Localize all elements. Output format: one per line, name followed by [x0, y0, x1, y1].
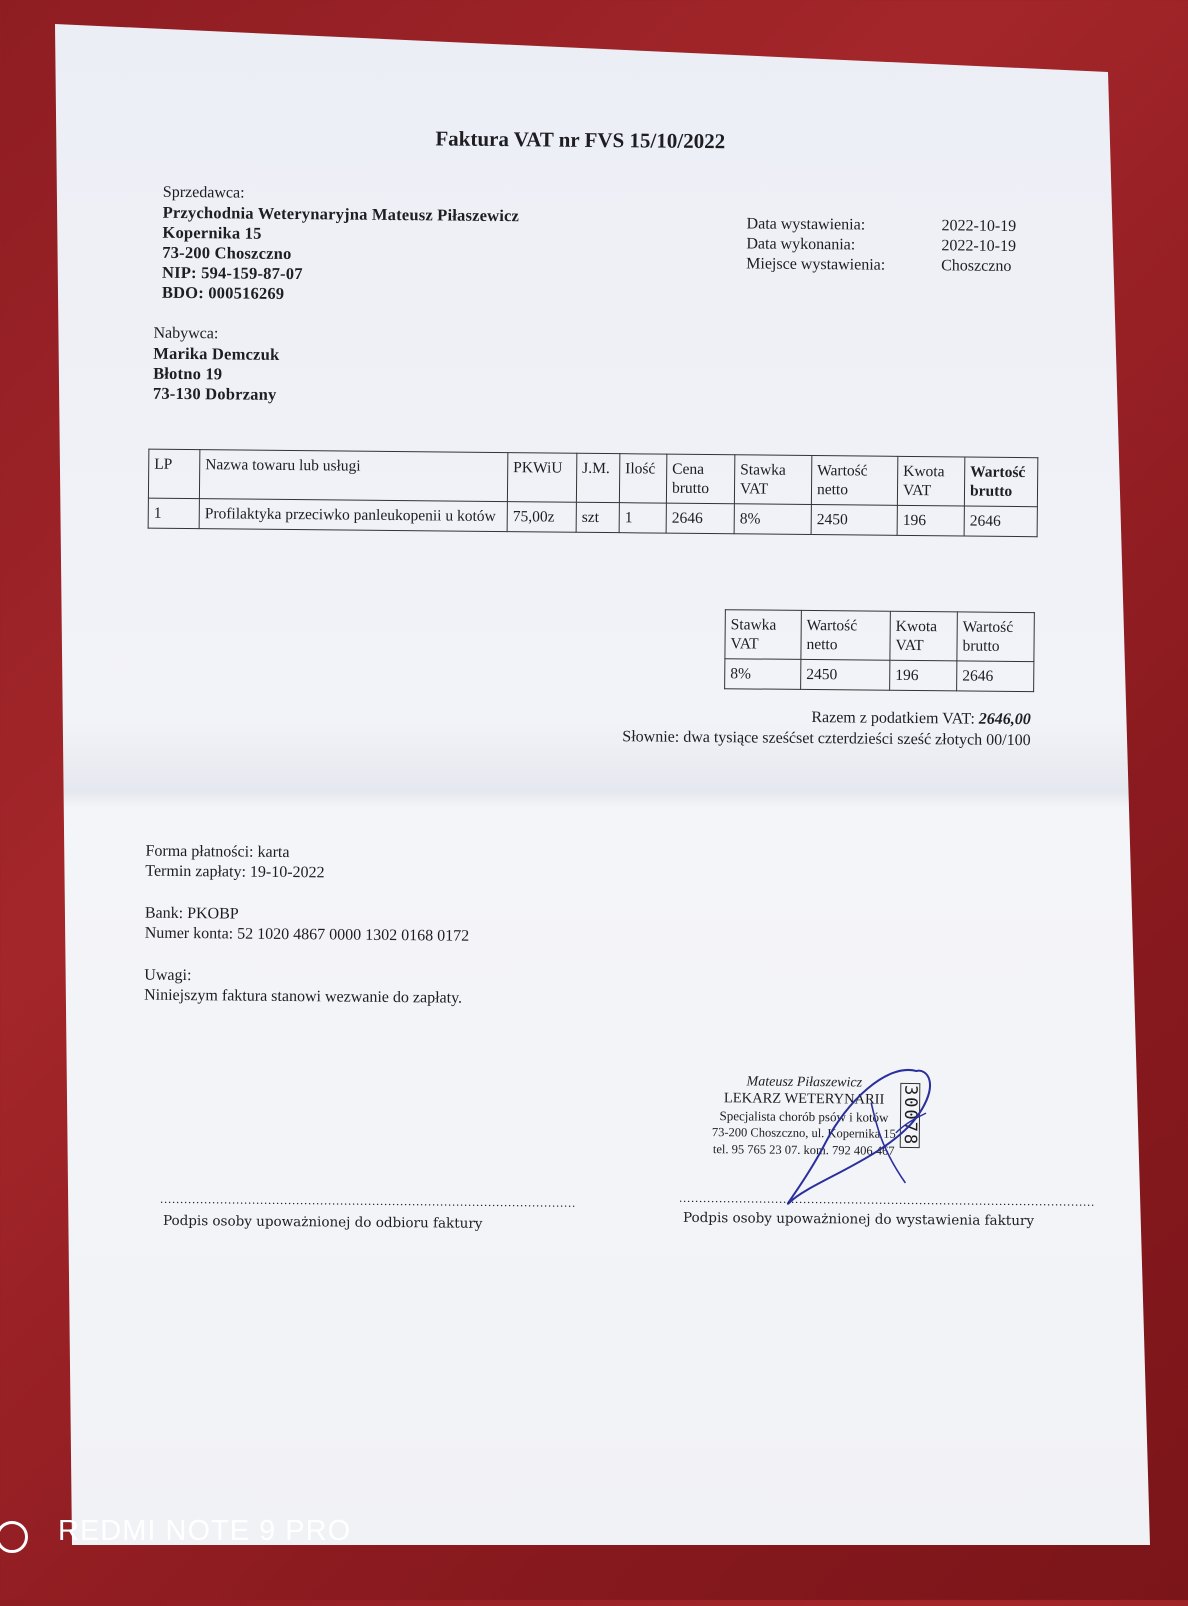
- vat-summary-header: [725, 610, 1034, 662]
- vat-col-rate: Stawka VAT: [725, 610, 801, 660]
- items-table: [148, 449, 1039, 538]
- amount-in-words: Słownie: dwa tysiące sześćset czterdzieści sześć złotych 00/100: [622, 728, 1031, 750]
- buyer-city: 73-130 Dobrzany: [152, 383, 277, 404]
- col-name: Nazwa towaru lub usługi: [199, 450, 507, 502]
- stamp-title: LEKARZ WETERYNARII: [723, 1090, 885, 1108]
- col-lp: LP: [148, 449, 199, 498]
- signature-caption-left: Podpis osoby upoważnionej do odbioru faktury: [162, 1212, 483, 1232]
- bank-account: Numer konta: 52 1020 4867 0000 1302 0168 0172: [144, 924, 470, 945]
- cell-gross-value: 2646: [964, 506, 1037, 537]
- payment-method: Forma płatności: karta: [145, 842, 290, 862]
- completion-date-label: Data wykonania:: [746, 235, 856, 254]
- seller-name: Przychodnia Weterynaryjna Mateusz Piłaszewicz: [162, 202, 520, 226]
- cell-lp: 1: [148, 498, 199, 528]
- signature-caption-right: Podpis osoby upoważnionej do wystawienia faktury: [682, 1209, 1035, 1230]
- invoice-meta: [746, 214, 1016, 277]
- seller-city: 73-200 Choszczno: [162, 242, 292, 264]
- seller-label: Sprzedawca:: [162, 183, 245, 202]
- vat-col-amount: Kwota VAT: [890, 611, 957, 661]
- cell-pkwiu: 75,00z: [507, 502, 576, 533]
- vat-cell-amount: 196: [890, 660, 957, 691]
- stamp-number: 30078: [899, 1084, 921, 1147]
- totals-block: [622, 705, 1031, 751]
- col-unit: J.M.: [576, 453, 619, 502]
- buyer-street: Błotno 19: [153, 363, 223, 384]
- payment-due: Termin zapłaty: 19-10-2022: [145, 862, 325, 882]
- meta-completion-date: [746, 234, 1016, 257]
- seller-nip: NIP: 594-159-87-07: [161, 262, 303, 284]
- bank-name: Bank: PKOBP: [144, 904, 239, 923]
- stamp-specialty: Specjalista chorób psów i kotów: [719, 1108, 889, 1125]
- col-vat-amount: Kwota VAT: [897, 456, 964, 506]
- vat-summary-table: [724, 609, 1035, 692]
- vat-cell-rate: 8%: [725, 659, 801, 690]
- signature-line-left: ........................................................................................................: [160, 1191, 577, 1210]
- cell-gross-price: 2646: [666, 503, 734, 534]
- col-pkwiu: PKWiU: [507, 453, 576, 503]
- camera-watermark: [58, 1515, 351, 1548]
- table-row: [725, 659, 1034, 692]
- invoice-title: Faktura VAT nr FVS 15/10/2022: [435, 126, 726, 154]
- col-net-value: Wartość netto: [811, 456, 897, 506]
- cell-net-value: 2450: [811, 505, 897, 536]
- vat-cell-gross: 2646: [957, 661, 1034, 692]
- signature-line-right: ........................................................................................................: [679, 1190, 1096, 1209]
- vat-cell-net: 2450: [801, 659, 890, 690]
- col-qty: Ilość: [619, 454, 666, 503]
- seller-bdo: BDO: 000516269: [161, 282, 285, 303]
- cell-vat-rate: 8%: [734, 504, 811, 535]
- seller-street: Kopernika 15: [162, 222, 262, 243]
- buyer-label: Nabywca:: [153, 324, 219, 343]
- stamp-address: 73-200 Choszczno, ul. Kopernika 15: [711, 1125, 896, 1141]
- col-gross-price: Cena brutto: [666, 454, 734, 504]
- stamp-doctor-name: Mateusz Piłaszewicz: [746, 1074, 863, 1091]
- meta-issue-date: [746, 214, 1016, 237]
- completion-date-value: 2022-10-19: [941, 237, 1017, 255]
- cell-vat-amount: 196: [897, 505, 964, 536]
- cell-unit: szt: [576, 502, 619, 532]
- vat-col-gross: Wartość brutto: [957, 612, 1034, 662]
- place-value: Choszczno: [941, 257, 1012, 275]
- total-label: Razem z podatkiem VAT:: [811, 709, 975, 728]
- stamp-phone: tel. 95 765 23 07. kom. 792 406 467: [712, 1142, 895, 1158]
- cell-name: Profilaktyka przeciwko panleukopenii u kotów: [199, 499, 507, 532]
- payment-block: [144, 842, 470, 1009]
- watermark-text: REDMI NOTE 9 PRO: [58, 1515, 352, 1547]
- total-value: 2646,00: [978, 710, 1031, 729]
- items-table-header: [148, 449, 1037, 507]
- issue-date-value: 2022-10-19: [941, 217, 1017, 235]
- buyer-name: Marika Demczuk: [153, 343, 280, 364]
- vat-col-net: Wartość netto: [801, 610, 890, 660]
- col-gross-value: Wartość brutto: [964, 457, 1037, 507]
- col-vat-rate: Stawka VAT: [734, 455, 811, 505]
- seller-block: [162, 183, 520, 306]
- notes-text: Niniejszym faktura stanowi wezwanie do zapłaty.: [144, 986, 463, 1007]
- place-label: Miejsce wystawienia:: [746, 255, 886, 274]
- meta-place: [746, 254, 1016, 277]
- notes-label: Uwagi:: [144, 966, 192, 985]
- issue-date-label: Data wystawienia:: [746, 215, 866, 234]
- cell-qty: 1: [619, 503, 666, 533]
- buyer-block: [153, 324, 280, 405]
